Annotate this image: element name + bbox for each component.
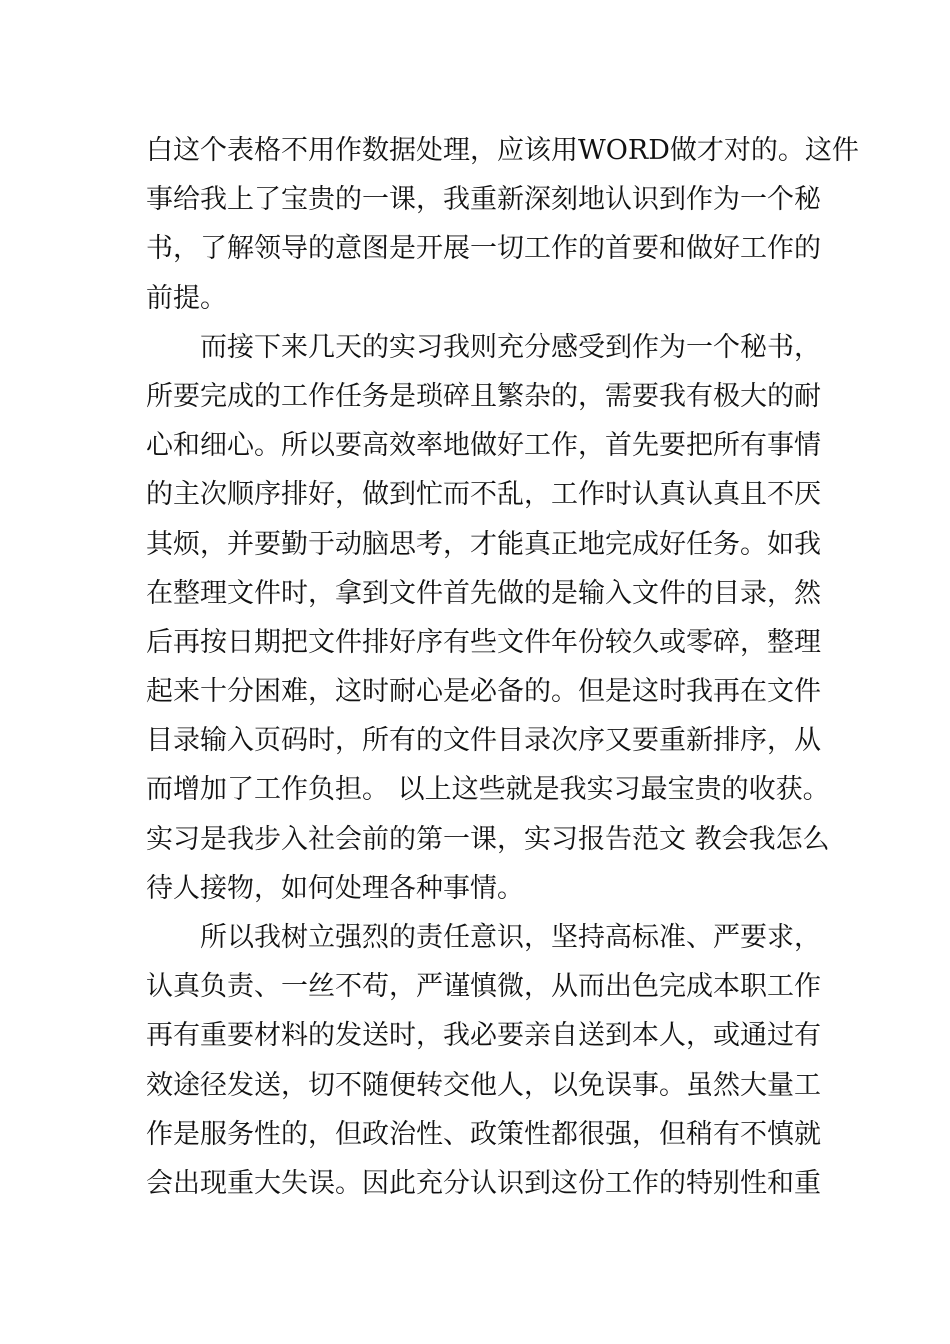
text-line: 其烦，并要勤于动脑思考，才能真正地完成好任务。如我 (146, 528, 821, 560)
text-line: 白这个表格不用作数据处理，应该用WORD做才对的。这件 (146, 135, 859, 166)
text-line: 作是服务性的，但政治性、政策性都很强，但稍有不慎就 (146, 1118, 821, 1150)
paragraph-first-line: 而接下来几天的实习我则充分感受到作为一个秘书， (200, 331, 821, 363)
text-line: 效途径发送，切不随便转交他人，以免误事。虽然大量工 (146, 1069, 821, 1101)
document-body (146, 126, 859, 1208)
text-line: 目录输入页码时，所有的文件目录次序又要重新排序，从 (146, 725, 821, 757)
text-line: 认真负责、一丝不苟，严谨慎微，从而出色完成本职工作 (146, 971, 821, 1003)
text-line: 心和细心。所以要高效率地做好工作，首先要把所有事情 (146, 430, 821, 462)
text-line: 而增加了工作负担。 以上这些就是我实习最宝贵的收获。 (146, 774, 830, 806)
text-line: 起来十分困难，这时耐心是必备的。但是这时我再在文件 (146, 676, 821, 708)
text-line: 的主次顺序排好，做到忙而不乱，工作时认真认真且不厌 (146, 479, 821, 511)
paragraph-first-line: 所以我树立强烈的责任意识，坚持高标准、严要求， (200, 922, 821, 953)
text-line: 事给我上了宝贵的一课，我重新深刻地认识到作为一个秘 (146, 184, 821, 216)
text-line: 前提。 (146, 282, 227, 314)
text-line: 在整理文件时，拿到文件首先做的是输入文件的目录，然 (146, 577, 821, 609)
text-line: 会出现重大失误。因此充分认识到这份工作的特别性和重 (146, 1167, 821, 1199)
text-line: 待人接物，如何处理各种事情。 (146, 872, 524, 904)
text-line: 再有重要材料的发送时，我必要亲自送到本人，或通过有 (146, 1020, 821, 1052)
text-line: 实习是我步入社会前的第一课，实习报告范文 教会我怎么 (146, 823, 830, 855)
text-line: 所要完成的工作任务是琐碎且繁杂的，需要我有极大的耐 (146, 380, 821, 412)
text-line: 后再按日期把文件排好序有些文件年份较久或零碎，整理 (146, 626, 821, 658)
text-line: 书，了解领导的意图是开展一切工作的首要和做好工作的 (146, 233, 821, 265)
